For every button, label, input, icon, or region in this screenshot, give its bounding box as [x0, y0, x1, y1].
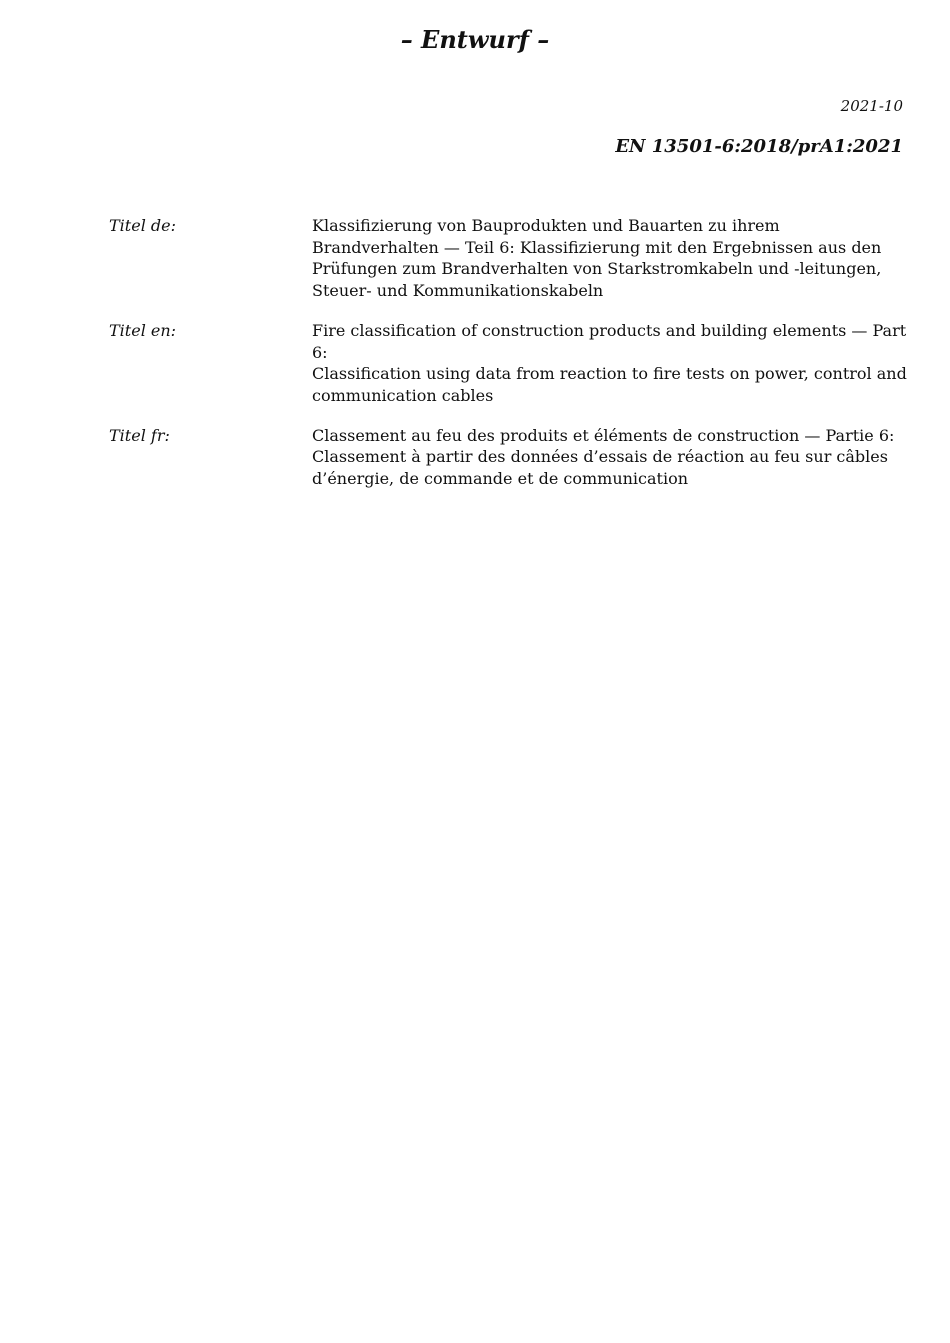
title-label-en: Titel en: — [109, 320, 177, 340]
title-label-fr: Titel fr: — [109, 425, 170, 445]
title-row-fr — [109, 425, 909, 490]
title-line: Classement à partir des données d’essais de réaction au feu sur câbles — [312, 447, 888, 467]
title-text-fr — [312, 425, 909, 490]
title-line: communication cables — [312, 385, 494, 405]
title-text-de — [312, 215, 909, 302]
title-line: d’énergie, de commande et de communication — [312, 469, 689, 489]
title-line: Steuer- und Kommunikationskabeln — [312, 281, 604, 301]
titles-section — [109, 215, 909, 508]
title-line: Klassifizierung von Bauprodukten und Bauarten zu ihrem — [312, 216, 780, 235]
title-line: Fire classification of construction products and building elements — Part 6: — [312, 320, 907, 362]
draft-mark: – Entwurf – — [400, 25, 550, 54]
document-number: EN 13501-6:2018/prA1:2021 — [615, 136, 903, 157]
title-label-de: Titel de: — [109, 216, 176, 235]
title-row-en — [109, 320, 909, 407]
title-line: Classement au feu des produits et éléments de construction — Partie 6: — [312, 425, 895, 445]
title-text-en — [312, 320, 909, 407]
title-line: Prüfungen zum Brandverhalten von Starkstromkabeln und -leitungen, — [312, 259, 882, 279]
title-line: Brandverhalten — Teil 6: Klassifizierung mit den Ergebnissen aus den — [312, 237, 882, 257]
document-date: 2021-10 — [840, 97, 903, 115]
title-row-de — [109, 215, 909, 302]
title-line: Classification using data from reaction to fire tests on power, control and — [312, 364, 907, 384]
